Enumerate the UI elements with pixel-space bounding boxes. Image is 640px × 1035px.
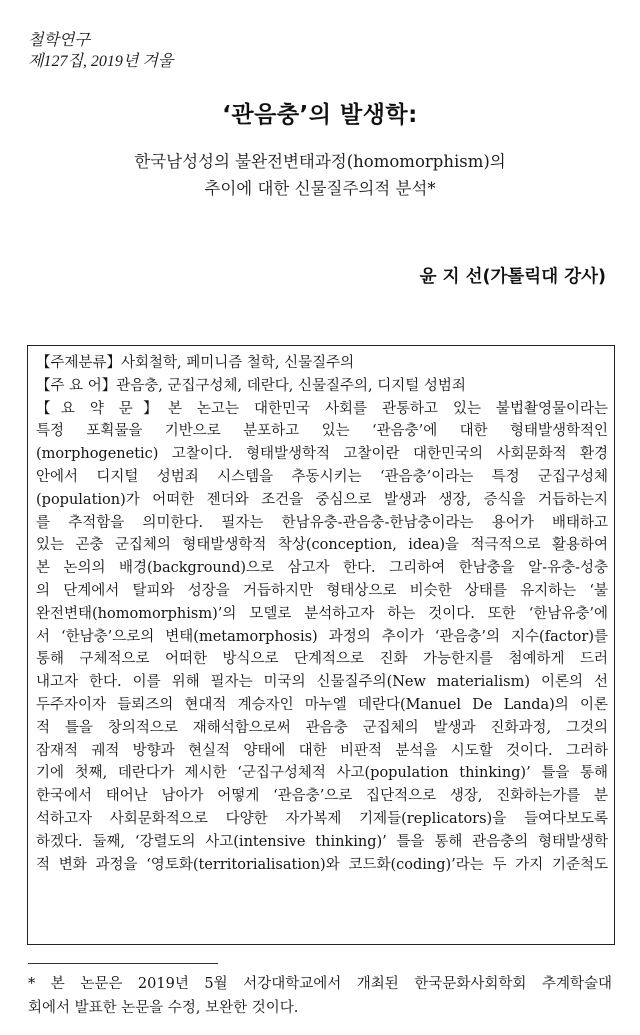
abstract-line: 완전변태(homomorphism)’의 모델로 분석하고자 하는 것이다. 또한 ‘한남유충’에 (36, 605, 608, 622)
abstract-line: 하겠다. 둘째, ‘강렬도의 사고(intensive thinking)’ 틀을 통해 관음충의 형태발생학 (36, 833, 608, 850)
subtitle-line-2: 추이에 대한 신물질주의적 분석* (204, 179, 436, 198)
subtitle-line-1: 한국남성성의 불완전변태과정(homomorphism)의 (134, 152, 506, 171)
abstract-line: 본 논의의 배경(background)으로 삼고자 한다. 그리하여 한남충을 알-유충-성충 (36, 560, 608, 577)
journal-issue: 제127집, 2019년 겨울 (28, 53, 174, 70)
abstract-line: 적 틀을 창의적으로 재해석함으로써 관음충 군집체의 발생과 진화과정, 그것의 (36, 719, 608, 736)
abstract-line: 안에서 디지털 성범죄 시스템을 추동시키는 ‘관음충’이라는 특정 군집구성체 (36, 468, 608, 485)
abstract-line: 를 추적함을 의미한다. 필자는 한남유충-관음충-한남충이라는 용어가 배태하고 (36, 514, 608, 531)
abstract-text (36, 352, 608, 876)
footnote-line-1: * 본 논문은 2019년 5월 서강대학교에서 개최된 한국문화사회학회 추계학술대 (28, 976, 612, 992)
journal-name: 철학연구 (28, 32, 90, 49)
author-byline: 윤 지 선(가톨릭대 강사) (419, 267, 606, 287)
abstract-line: 통해 구체적으로 어떠한 방식으로 단계적으로 진화 가능한지를 첨예하게 드러 (36, 651, 608, 668)
abstract-box (27, 345, 615, 945)
paper-subtitle (0, 148, 640, 202)
abstract-line: 의 단계에서 탈피와 성장을 거듭하지만 형태상으로 비슷한 상태를 유지하는 ‘불 (36, 582, 608, 599)
footnote-divider (28, 963, 218, 964)
abstract-line: 내고자 한다. 이를 위해 필자는 미국의 신물질주의(New materialism) 이론의 선 (36, 674, 608, 691)
abstract-line: (population)가 어떠한 젠더와 조건을 중심으로 발생과 생장, 증식을 거듭하는지 (36, 491, 608, 508)
abstract-line: 적 변화 과정을 ‘영토화(territorialisation)와 코드화(coding)’라는 두 가지 기준척도 (36, 856, 608, 873)
abstract-line: 특정 포획물을 기반으로 분포하고 있는 ‘관음충’에 대한 형태발생학적인 (36, 423, 608, 440)
abstract-line: 기에 첫째, 데란다가 제시한 ‘군집구성체적 사고(population thinking)’ 틀을 통해 (36, 765, 608, 782)
paper-title: ‘관음충’의 발생학: (222, 102, 418, 128)
abstract-line: 석하고자 사회문화적으로 다양한 자가복제 기제들(replicators)을 들여다보도록 (36, 810, 608, 827)
abstract-line: 【주제분류】사회철학, 페미니즘 철학, 신물질주의 (36, 355, 355, 371)
abstract-line: 있는 곤충 군집체의 형태발생학적 착상(conception, idea)을 적극적으로 활용하여 (36, 537, 608, 554)
footnote (28, 972, 612, 1020)
footnote-line-2: 회에서 발표한 논문을 수정, 보완한 것이다. (28, 1000, 299, 1016)
abstract-line: 잠재적 궤적 방향과 현실적 양태에 대한 비판적 분석을 시도할 것이다. 그러하 (36, 742, 608, 759)
journal-header (28, 30, 173, 72)
abstract-line: 【요 약 문】본 논고는 대한민국 사회를 관통하고 있는 불법촬영물이라는 (36, 400, 608, 417)
abstract-line: 두주자이자 들뢰즈의 현대적 계승자인 마누엘 데란다(Manuel De Landa)의 이론 (36, 696, 608, 713)
abstract-line: 한국에서 태어난 남아가 어떻게 ‘관음충’으로 집단적으로 생장, 진화하는가를 분 (36, 788, 608, 805)
abstract-line: 【주 요 어】관음충, 군집구성체, 데란다, 신물질주의, 디지털 성범죄 (36, 377, 466, 394)
abstract-line: 서 ‘한남충’으로의 변태(metamorphosis) 과정의 추이가 ‘관음충’의 지수(factor)를 (36, 628, 608, 645)
abstract-line: (morphogenetic) 고찰이다. 형태발생학적 고찰이란 대한민국의 사회문화적 환경 (36, 446, 608, 463)
